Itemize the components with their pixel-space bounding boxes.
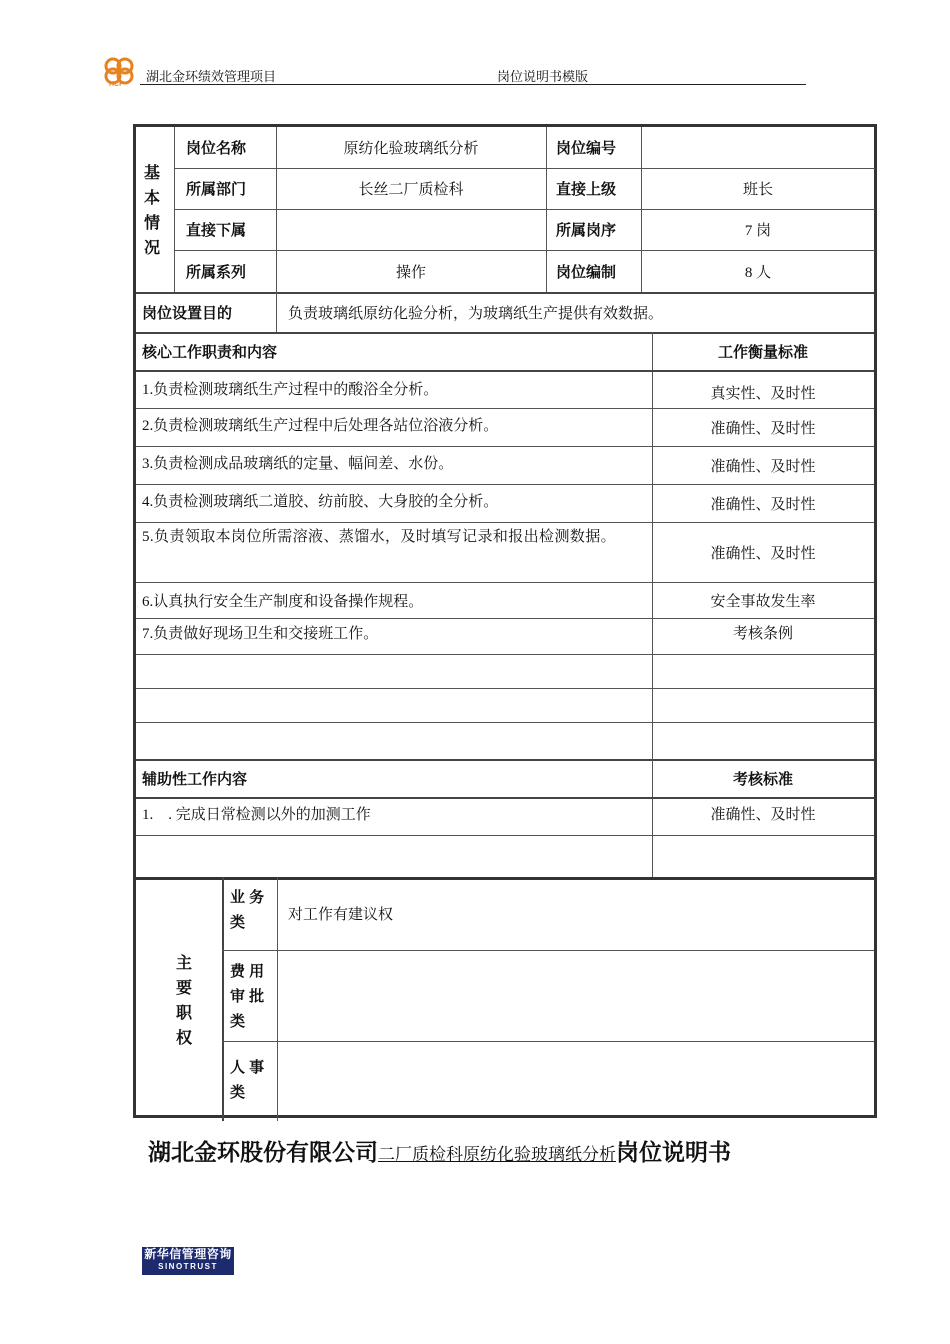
company-logo <box>100 54 138 90</box>
core-item-4: 4.负责检测玻璃纸二道胶、纺前胶、大身胶的全分析。 <box>142 494 499 510</box>
basic-section-label: 基 本 情 况 <box>143 165 160 257</box>
doc-type: 岗位说明书模版 <box>497 69 589 84</box>
job-code-value <box>641 127 875 168</box>
job-series-label: 所属系列 <box>186 263 247 281</box>
department-value: 长丝二厂质检科 <box>358 182 464 198</box>
aux-item-1: 1. . 完成日常检测以外的加测工作 <box>142 807 371 823</box>
core-header-left: 核心工作职责和内容 <box>142 343 278 361</box>
core-std-1: 真实性、及时性 <box>710 385 816 402</box>
core-std-3: 准确性、及时性 <box>710 458 816 475</box>
core-std-7: 考核条例 <box>732 626 793 642</box>
authority-business-text: 对工作有建议权 <box>288 907 394 923</box>
core-std-4: 准确性、及时性 <box>710 496 816 513</box>
purpose-label: 岗位设置目的 <box>142 304 233 322</box>
aux-header-left: 辅助性工作内容 <box>142 770 248 788</box>
aux-std-1: 准确性、及时性 <box>710 807 816 823</box>
core-std-2: 准确性、及时性 <box>710 420 816 437</box>
supervisor-value: 班长 <box>742 182 773 198</box>
job-code-label: 岗位编号 <box>556 140 617 157</box>
core-header-right: 工作衡量标准 <box>717 343 808 361</box>
project-name: 湖北金环绩效管理项目 <box>146 69 277 84</box>
job-rank-value: 7 岗 <box>744 223 772 239</box>
job-description-table <box>133 124 877 1118</box>
sinotrust-logo: 新华信管理咨询 SINOTRUST <box>142 1247 234 1275</box>
job-rank-label: 所属岗序 <box>556 222 617 239</box>
job-title-label: 岗位名称 <box>186 140 247 157</box>
logo-text: HCF <box>109 81 124 88</box>
header-rule <box>140 84 806 85</box>
authority-business-label: 业 务 类 <box>230 889 265 931</box>
headcount-value: 8 人 <box>744 264 772 281</box>
subordinate-value <box>276 209 546 250</box>
authority-expense-label: 费 用 审 批 类 <box>230 963 265 1030</box>
purpose-text: 负责玻璃纸原纺化验分析，为玻璃纸生产提供有效数据。 <box>288 305 664 322</box>
core-item-6: 6.认真执行安全生产制度和设备操作规程。 <box>142 593 424 610</box>
core-item-7: 7.负责做好现场卫生和交接班工作。 <box>142 626 379 642</box>
aux-header-right: 考核标准 <box>732 770 793 788</box>
core-item-1: 1.负责检测玻璃纸生产过程中的酸浴全分析。 <box>142 382 439 398</box>
title-suffix: 岗位说明书 <box>616 1139 731 1165</box>
authority-hr-label: 人 事 类 <box>230 1059 265 1101</box>
headcount-label: 岗位编制 <box>556 263 617 281</box>
core-std-5: 准确性、及时性 <box>710 545 816 562</box>
department-label: 所属部门 <box>186 181 247 198</box>
supervisor-label: 直接上级 <box>556 181 617 198</box>
subordinate-label: 直接下属 <box>186 222 247 239</box>
company-name: 湖北金环股份有限公司 <box>148 1139 378 1165</box>
document-title <box>148 1134 731 1167</box>
post-name: 二厂质检科原纺化验玻璃纸分析 <box>378 1145 616 1164</box>
job-series-value: 操作 <box>395 264 426 281</box>
core-std-6: 安全事故发生率 <box>710 593 816 610</box>
authority-section-label: 主 要 职 权 <box>175 955 192 1047</box>
core-item-2: 2.负责检测玻璃纸生产过程中后处理各站位浴液分析。 <box>142 418 499 434</box>
core-item-5: 5.负责领取本岗位所需溶液、蒸馏水，及时填写记录和报出检测数据。 <box>142 529 617 545</box>
core-item-3: 3.负责检测成品玻璃纸的定量、幅间差、水份。 <box>142 456 454 472</box>
job-title-value: 原纺化验玻璃纸分析 <box>343 141 479 157</box>
